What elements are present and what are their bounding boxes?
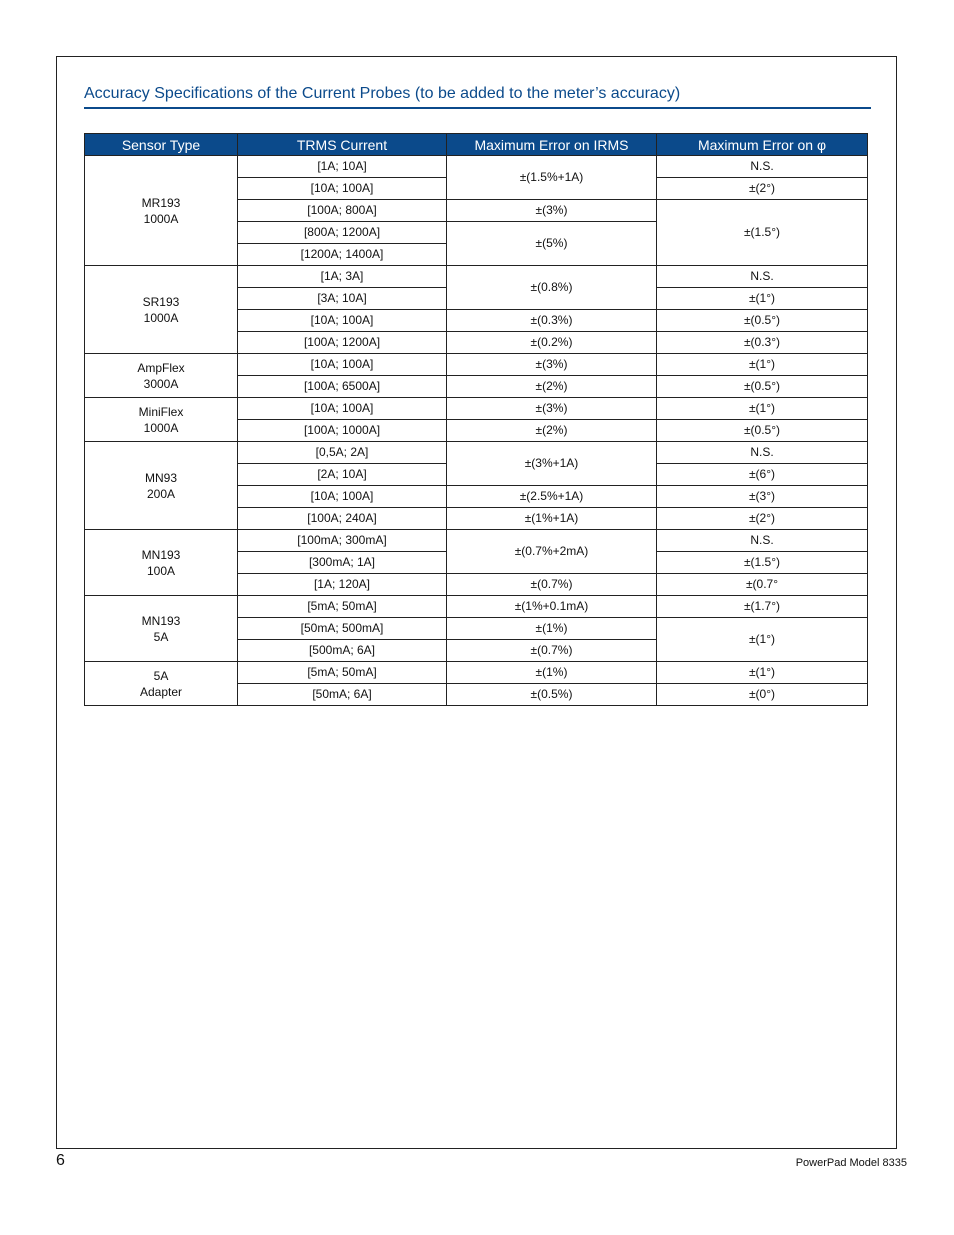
range-cell: [10A; 100A] <box>238 354 447 376</box>
phi-cell: ±(1.7°) <box>657 596 868 618</box>
page-number: 6 <box>56 1152 65 1169</box>
range-cell: [100mA; 300mA] <box>238 530 447 552</box>
phi-cell: N.S. <box>657 442 868 464</box>
phi-cell: ±(1°) <box>657 288 868 310</box>
table-row <box>85 354 868 376</box>
sensor-cell <box>85 156 238 266</box>
sensor-cell <box>85 398 238 442</box>
irms-cell: ±(3%+1A) <box>447 442 657 486</box>
irms-cell: ±(1%+0.1mA) <box>447 596 657 618</box>
range-cell: [5mA; 50mA] <box>238 662 447 684</box>
section-title: Accuracy Specifications of the Current Probes (to be added to the meter’s accuracy) <box>84 84 871 109</box>
header-max-error-phi: Maximum Error on φ <box>657 134 868 156</box>
phi-cell: ±(1°) <box>657 618 868 662</box>
range-cell: [100A; 6500A] <box>238 376 447 398</box>
header-max-error-irms: Maximum Error on IRMS <box>447 134 657 156</box>
irms-cell: ±(0.2%) <box>447 332 657 354</box>
table-row <box>85 596 868 618</box>
sensor-rating: 3000A <box>143 376 179 391</box>
range-cell: [10A; 100A] <box>238 398 447 420</box>
phi-cell: ±(1°) <box>657 398 868 420</box>
table-row <box>85 442 868 464</box>
accuracy-table <box>84 133 868 706</box>
phi-cell: N.S. <box>657 530 868 552</box>
sensor-cell <box>85 266 238 354</box>
irms-cell: ±(0.7%) <box>447 640 657 662</box>
range-cell: [10A; 100A] <box>238 178 447 200</box>
sensor-name: SR193 <box>142 294 180 309</box>
phi-cell: ±(0°) <box>657 684 868 706</box>
irms-cell: ±(1%+1A) <box>447 508 657 530</box>
phi-cell: ±(2°) <box>657 508 868 530</box>
irms-cell: ±(1%) <box>447 662 657 684</box>
sensor-rating: 1000A <box>143 310 179 325</box>
sensor-cell <box>85 442 238 530</box>
irms-cell: ±(0.3%) <box>447 310 657 332</box>
range-cell: [50mA; 500mA] <box>238 618 447 640</box>
range-cell: [50mA; 6A] <box>238 684 447 706</box>
sensor-rating: Adapter <box>139 684 183 699</box>
sensor-name: MiniFlex <box>138 404 184 419</box>
sensor-rating: 100A <box>146 563 176 578</box>
table-row <box>85 266 868 288</box>
sensor-name: MN193 <box>141 613 181 628</box>
header-row <box>85 134 868 156</box>
sensor-cell <box>85 530 238 596</box>
sensor-rating: 5A <box>153 629 169 644</box>
irms-cell: ±(1%) <box>447 618 657 640</box>
sensor-name: MR193 <box>141 195 181 210</box>
phi-cell: ±(6°) <box>657 464 868 486</box>
phi-cell: ±(0.7° <box>657 574 868 596</box>
irms-cell: ±(1.5%+1A) <box>447 156 657 200</box>
range-cell: [1200A; 1400A] <box>238 244 447 266</box>
irms-cell: ±(3%) <box>447 200 657 222</box>
header-trms-current: TRMS Current <box>238 134 447 156</box>
range-cell: [800A; 1200A] <box>238 222 447 244</box>
range-cell: [5mA; 50mA] <box>238 596 447 618</box>
irms-cell: ±(5%) <box>447 222 657 266</box>
irms-cell: ±(0.7%+2mA) <box>447 530 657 574</box>
irms-cell: ±(0.8%) <box>447 266 657 310</box>
header-sensor-type: Sensor Type <box>85 134 238 156</box>
range-cell: [3A; 10A] <box>238 288 447 310</box>
phi-cell: N.S. <box>657 266 868 288</box>
phi-cell: ±(0.3°) <box>657 332 868 354</box>
range-cell: [10A; 100A] <box>238 310 447 332</box>
range-cell: [100A; 1200A] <box>238 332 447 354</box>
irms-cell: ±(0.7%) <box>447 574 657 596</box>
range-cell: [0,5A; 2A] <box>238 442 447 464</box>
sensor-name: MN93 <box>144 470 177 485</box>
range-cell: [100A; 800A] <box>238 200 447 222</box>
sensor-name: 5A <box>153 668 169 683</box>
sensor-rating: 1000A <box>143 420 179 435</box>
phi-cell: ±(3°) <box>657 486 868 508</box>
phi-cell: ±(1°) <box>657 662 868 684</box>
table-row <box>85 156 868 178</box>
sensor-rating: 200A <box>146 486 176 501</box>
range-cell: [500mA; 6A] <box>238 640 447 662</box>
sensor-rating: 1000A <box>143 211 179 226</box>
phi-cell: ±(0.5°) <box>657 310 868 332</box>
table-row <box>85 398 868 420</box>
irms-cell: ±(3%) <box>447 398 657 420</box>
phi-cell: N.S. <box>657 156 868 178</box>
range-cell: [10A; 100A] <box>238 486 447 508</box>
sensor-cell <box>85 596 238 662</box>
irms-cell: ±(2.5%+1A) <box>447 486 657 508</box>
irms-cell: ±(0.5%) <box>447 684 657 706</box>
phi-cell: ±(1.5°) <box>657 200 868 266</box>
phi-cell: ±(1°) <box>657 354 868 376</box>
irms-cell: ±(2%) <box>447 420 657 442</box>
phi-cell: ±(0.5°) <box>657 376 868 398</box>
phi-cell: ±(2°) <box>657 178 868 200</box>
irms-cell: ±(3%) <box>447 354 657 376</box>
range-cell: [100A; 240A] <box>238 508 447 530</box>
table-row <box>85 662 868 684</box>
sensor-name: MN193 <box>141 547 181 562</box>
sensor-name: AmpFlex <box>137 360 185 375</box>
range-cell: [100A; 1000A] <box>238 420 447 442</box>
sensor-cell <box>85 662 238 706</box>
range-cell: [1A; 10A] <box>238 156 447 178</box>
range-cell: [1A; 120A] <box>238 574 447 596</box>
irms-cell: ±(2%) <box>447 376 657 398</box>
range-cell: [300mA; 1A] <box>238 552 447 574</box>
footer-model-name: PowerPad Model 8335 <box>795 1157 907 1169</box>
range-cell: [1A; 3A] <box>238 266 447 288</box>
sensor-cell <box>85 354 238 398</box>
range-cell: [2A; 10A] <box>238 464 447 486</box>
table-row <box>85 530 868 552</box>
phi-cell: ±(1.5°) <box>657 552 868 574</box>
phi-cell: ±(0.5°) <box>657 420 868 442</box>
